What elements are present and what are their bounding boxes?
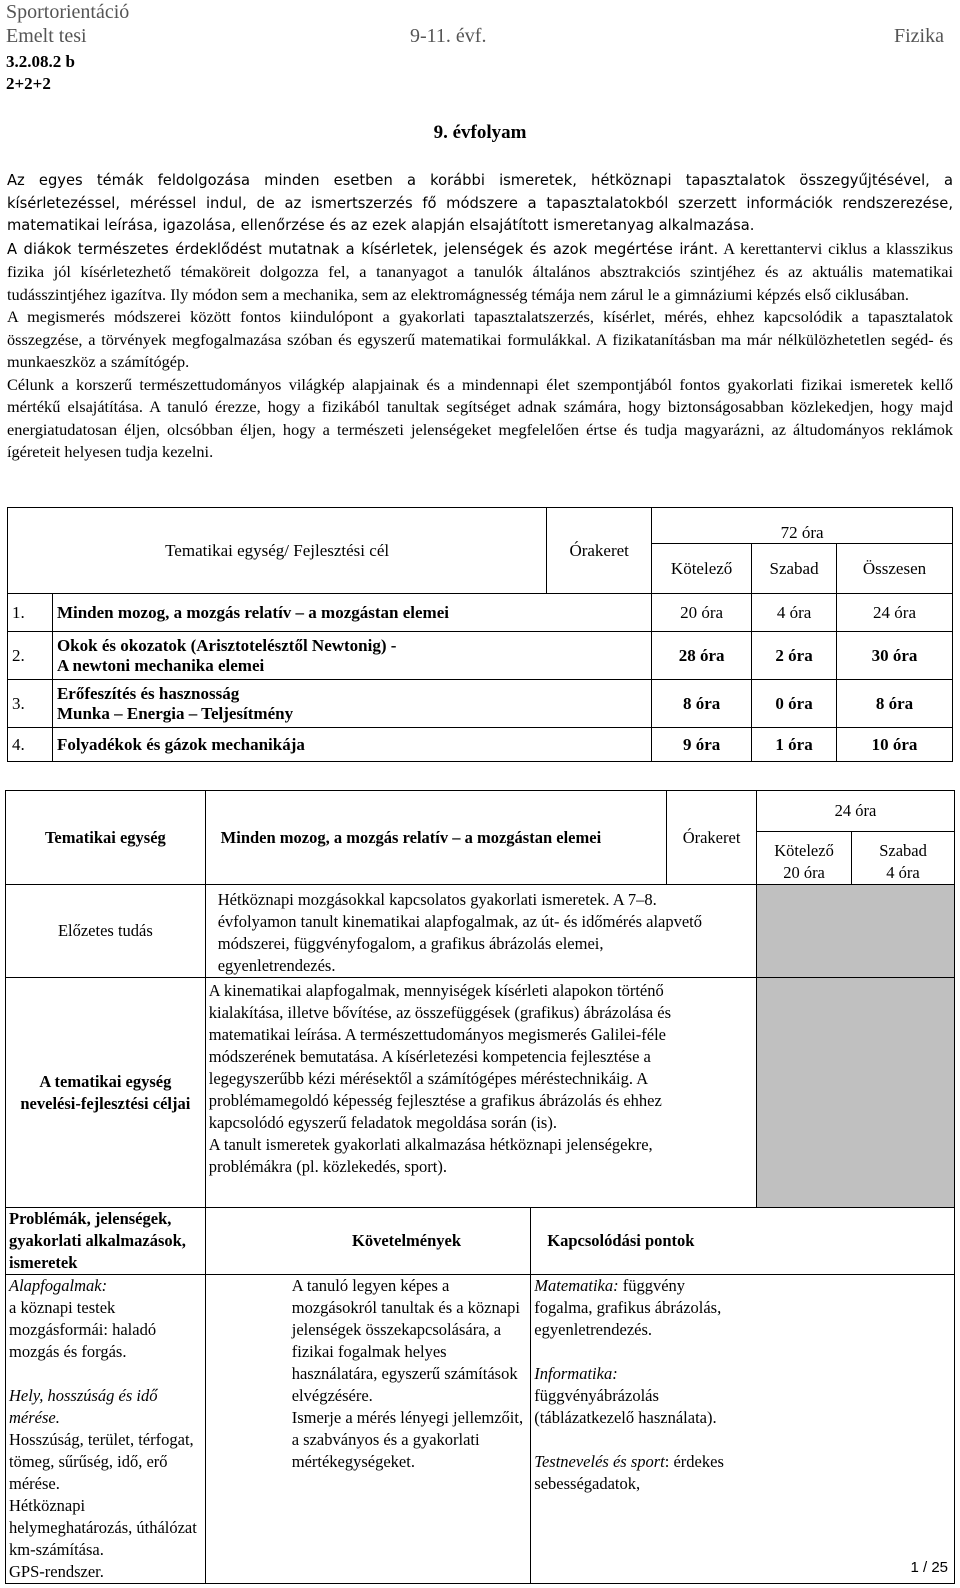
intro-paragraph-2 [7, 238, 953, 307]
row-title [52, 632, 651, 680]
intro-text [7, 170, 953, 464]
problems-heading-1: Alapfogalmak: [9, 1276, 108, 1295]
connection-pe [534, 1451, 744, 1495]
connection-math-subject: Matematika: [534, 1276, 619, 1295]
header-subject: Fizika [894, 25, 944, 47]
connection-it-text: függvényábrázolás (táblázatkezelő használata). [534, 1386, 717, 1427]
header-school: Sportorientáció [6, 1, 130, 23]
row-number: 4. [8, 728, 53, 762]
unit-free-label: Szabad [879, 841, 927, 860]
grey-cell [757, 885, 955, 978]
row-free: 0 óra [752, 680, 837, 728]
header-code: 3.2.08.2 b [6, 52, 75, 71]
goals-label: A tematikai egység nevelési-fejlesztési céljai [6, 978, 206, 1208]
row-required: 28 óra [652, 632, 752, 680]
problems-text-2: Hosszúság, terület, térfogat, tömeg, sűrűség, idő, erő mérése. [9, 1430, 194, 1493]
summary-row [8, 594, 953, 632]
requirements-text-1: A tanuló legyen képes a mozgásokról tanultak és a köznapi jelenségek összekapcsolására, a fizikai fogalmak helyes használatára, egyszerű számítások elvégzésére. [291, 1276, 520, 1405]
row-total: 8 óra [837, 680, 953, 728]
row-free: 2 óra [752, 632, 837, 680]
unit-title: Minden mozog, a mozgás relatív – a mozgástan elemei [205, 791, 666, 885]
problems-text-1: a köznapi testek mozgásformái: haladó mozgás és forgás. [9, 1298, 157, 1361]
intro-paragraph-2a: A diákok természetes érdeklődést mutatnak a kísérletek, jelenségek és azok megértése iránt. [7, 240, 719, 258]
summary-row [8, 680, 953, 728]
summary-header-hours: Órakeret [547, 508, 652, 594]
intro-paragraph-4: Célunk a korszerű természettudományos világkép alapjainak és a mindennapi élet szempontjából fontos gyakorlati fizikai ismeretek kellő mértékű elsajátítása. A tanuló érezze, hogy a fizikából tanultak segítséget adnak számára, hogy biztonságosabban közlekedjen, hogy majd energiatudatosan éljen, olcsóbban éljen, hogy a természeti jelenségeket megfelelően értse és tudja magyarázni, az áltudományos reklámok ígéreteit helyesen tudja kezelni. [7, 374, 953, 461]
col-requirements-header-text: Követelmények [351, 1231, 462, 1250]
unit-required-label: Kötelező [774, 841, 834, 860]
row-title-line2: A newtoni mechanika elemei [56, 655, 265, 675]
row-title-line1: Erőfeszítés és hasznosság [56, 683, 240, 703]
intro-paragraph-1: Az egyes témák feldolgozása minden esetben a korábbi ismeretek, hétköznapi tapasztalatok összegyűjtésével, a kísérletezéssel, méréssel indul, de az ismertszerzés fő módszere a tapasztalatokból szerzett információk rendszerezése, matematikai leírása, igazolása, ellenőrzése és az ezek alapján elsajátított ismeretanyag alkalmazása. [7, 172, 953, 234]
connection-math-text: függvény fogalma, grafikus ábrázolás, egyenletrendezés. [534, 1276, 722, 1339]
summary-table [7, 507, 953, 762]
requirements-text-2: Ismerje a mérés lényegi jellemzőit, a szabványos és a gyakorlati mértékegységeket. [291, 1408, 524, 1471]
summary-header-total: 72 óra [652, 508, 953, 544]
connection-pe-text: : érdekes sebességadatok, [534, 1452, 724, 1493]
row-required: 9 óra [652, 728, 752, 762]
intro-paragraph-3: A megismerés módszerei között fontos kiindulópont a gyakorlati tapasztalatszerzés, kísérlet, mérés, ehhez kapcsolódik a tapasztalatok összegzése, a törvények megfogalmazása szóban és egyszerű matematikai formulákkal. A fizikatanításban ma már nélkülözhetetlen segéd- és munkaeszköz a számítógép. [7, 307, 953, 371]
summary-header-required: Kötelező [652, 544, 752, 594]
problems-spacer [9, 1363, 201, 1385]
row-total: 30 óra [837, 632, 953, 680]
row-required: 20 óra [652, 594, 752, 632]
goals-paragraph-2: A tanult ismeretek gyakorlati alkalmazása hétköznapi jelenségekre, problémákra (pl. közlekedés, sport). [208, 1135, 653, 1176]
col-requirements-header [205, 1208, 531, 1275]
unit-required [757, 832, 852, 884]
goals-text [205, 978, 756, 1208]
row-free: 1 óra [752, 728, 837, 762]
summary-row [8, 632, 953, 680]
row-required: 8 óra [652, 680, 752, 728]
unit-required-hours: 20 óra [783, 863, 825, 882]
connections-spacer [534, 1429, 744, 1451]
goals-paragraph-1: A kinematikai alapfogalmak, mennyiségek kísérleti alapokon történő kialakítása, illetve bővítése, az összefüggések (grafikus) ábrázolása és matematikai leírása. A természettudományos megismerés Galilei-féle módszerének bemutatása. A kísérletezési kompetencia fejlesztése a legegyszerűbb kézi mérésektől a számítógépes méréstechnikáig. A problémamegoldó képesség fejlesztése a grafikus ábrázolás és ehhez kapcsolódó egyszerű feladatok megoldása során (is). [208, 981, 672, 1132]
unit-label: Tematikai egység [6, 791, 206, 885]
unit-free [852, 832, 954, 884]
row-total: 24 óra [837, 594, 953, 632]
row-title [52, 680, 651, 728]
header-grades: 9-11. évf. [410, 25, 487, 47]
col-problems-header-text: Problémák, jelenségek, gyakorlati alkalmazások, ismeretek [9, 1209, 186, 1272]
summary-header-topic: Tematikai egység/ Fejlesztési cél [8, 508, 547, 594]
connections-spacer [534, 1341, 744, 1363]
connection-it [534, 1363, 744, 1429]
row-number: 1. [8, 594, 53, 632]
header-hours: 2+2+2 [6, 74, 51, 93]
row-title-line1: Okok és okozatok (Arisztotelésztől Newtonig) - [56, 635, 397, 655]
problems-heading-2: Hely, hosszúság és idő mérése. [9, 1386, 158, 1427]
row-title-line2: Munka – Energia – Teljesítmény [56, 703, 294, 723]
problems-text-3: Hétköznapi helymeghatározás, úthálózat km-számítása. [9, 1496, 197, 1559]
problems-text-4: GPS-rendszer. [9, 1562, 104, 1581]
row-free: 4 óra [752, 594, 837, 632]
connections-cell [531, 1275, 955, 1584]
row-title: Folyadékok és gázok mechanikája [52, 728, 651, 762]
header-program: Emelt tesi [6, 25, 87, 47]
page-title: 9. évfolyam [433, 122, 527, 143]
summary-row [8, 728, 953, 762]
unit-free-hours: 4 óra [886, 863, 920, 882]
connection-pe-subject: Testnevelés és sport [534, 1452, 665, 1471]
row-number: 2. [8, 632, 53, 680]
problems-cell [6, 1275, 206, 1584]
col-connections-header: Kapcsolódási pontok [531, 1208, 955, 1275]
requirements-cell [205, 1275, 531, 1584]
col-problems-header [6, 1208, 206, 1275]
row-number: 3. [8, 680, 53, 728]
prior-knowledge-label: Előzetes tudás [6, 885, 206, 978]
unit-hours-box [757, 791, 955, 885]
row-total: 10 óra [837, 728, 953, 762]
connection-math [534, 1275, 744, 1341]
intro-paragraph-2b: A kerettantervi ciklus a klasszikus fizika jól kísérletezhető témaköreit dolgozza fel, a tananyagot a tanulók általános absztrakciós szintjéhez és az aktuális matematikai tudásszintjéhez igazítva. Ily módon sem a mechanika, sem az elektromágnesség témája nem zárul le a gimnáziumi képzés első ciklusában. [7, 238, 954, 304]
summary-header-sum: Összesen [837, 544, 953, 594]
summary-header-free: Szabad [752, 544, 837, 594]
connection-it-subject: Informatika: [534, 1364, 618, 1383]
unit-hours-label: Órakeret [667, 791, 757, 885]
prior-knowledge-text: Hétköznapi mozgásokkal kapcsolatos gyakorlati ismeretek. A 7–8. évfolyamon tanult kinematikai alapfogalmak, az út- és időmérés alapvető módszerei, függvényfogalom, a grafikus ábrázolás elemei, egyenletrendezés. [205, 885, 756, 978]
unit-table [5, 790, 955, 1584]
row-title: Minden mozog, a mozgás relatív – a mozgástan elemei [52, 594, 651, 632]
unit-total-hours: 24 óra [757, 791, 954, 832]
page-number: 1 / 25 [910, 1559, 948, 1576]
grey-cell [757, 978, 955, 1208]
